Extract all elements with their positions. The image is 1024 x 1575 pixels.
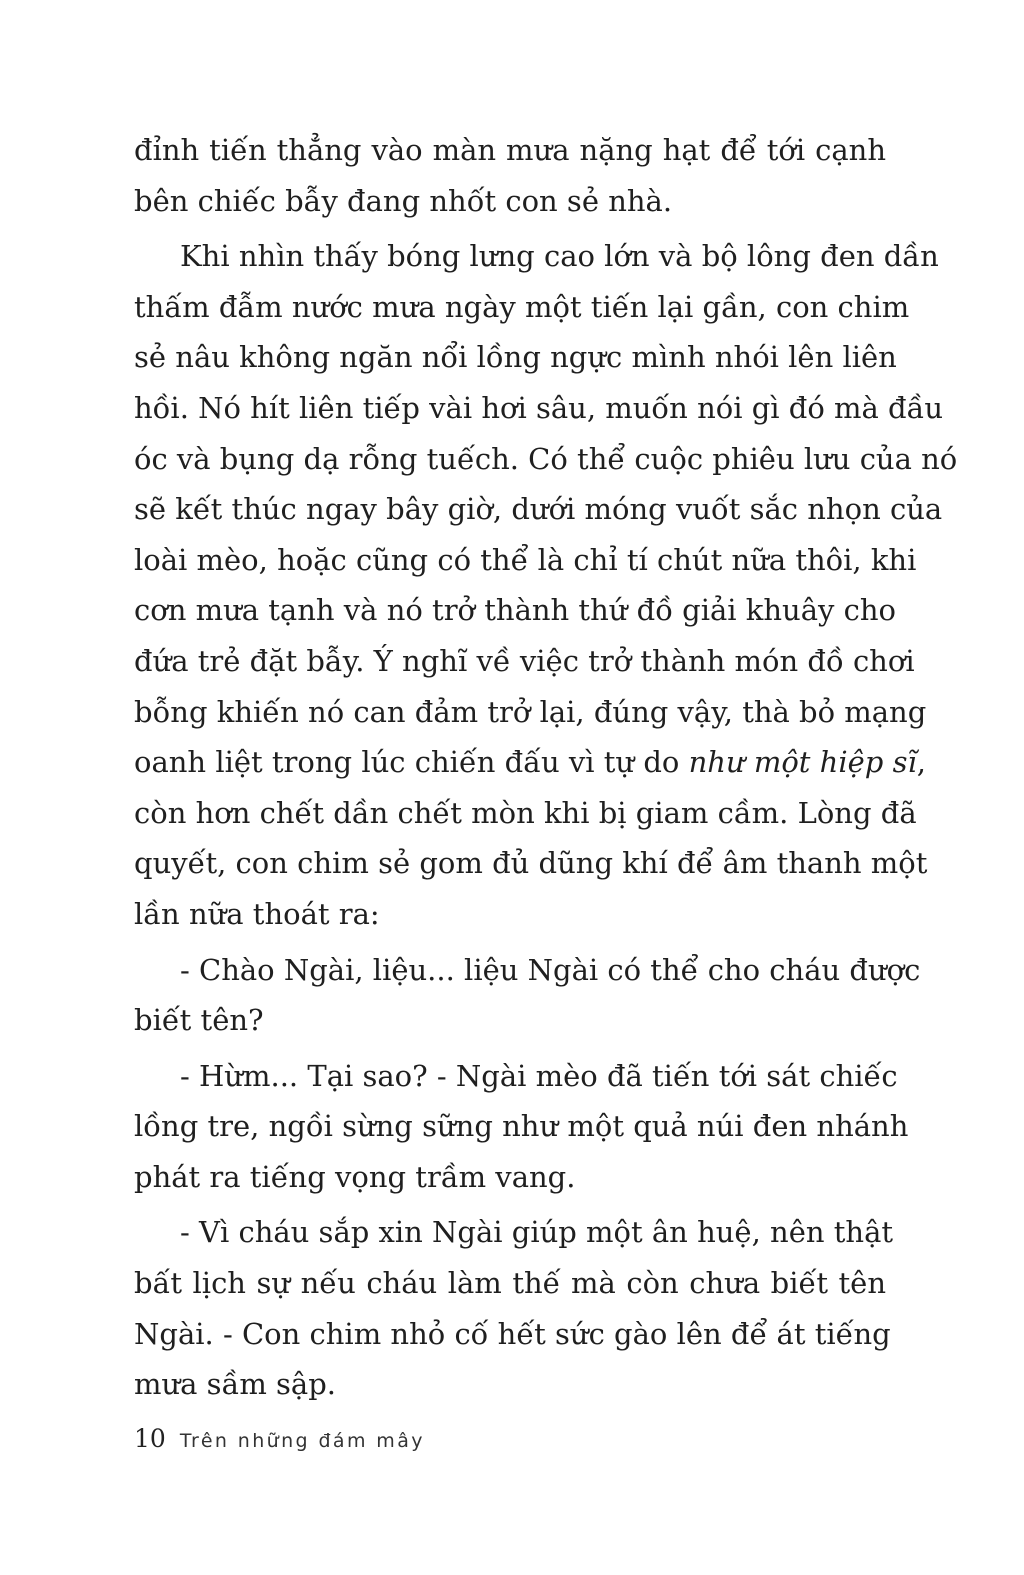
paragraph-5: [134, 1207, 894, 1409]
paragraph-3: [134, 945, 921, 1046]
text-line: loài mèo, hoặc cũng có thể là chỉ tí chút nữa thôi, khi: [134, 542, 917, 577]
text-line: - Hừm... Tại sao? - Ngài mèo đã tiến tới sát chiếc: [180, 1058, 898, 1093]
text-line: - Chào Ngài, liệu... liệu Ngài có thể cho cháu được: [180, 952, 921, 987]
text-line: bất lịch sự nếu cháu làm thế mà còn chưa biết tên: [134, 1266, 886, 1301]
text-line: mưa sầm sập.: [134, 1367, 337, 1402]
text-line: Khi nhìn thấy bóng lưng cao lớn và bộ lông đen dần: [180, 239, 939, 274]
text-line: đỉnh tiến thẳng vào màn mưa nặng hạt để tới cạnh: [134, 133, 886, 167]
text-line: thấm đẫm nước mưa ngày một tiến lại gần, con chim: [134, 289, 910, 324]
text-line: phát ra tiếng vọng trầm vang.: [134, 1159, 576, 1194]
page-number: 10: [134, 1424, 166, 1453]
text-line: cơn mưa tạnh và nó trở thành thứ đồ giải khuây cho: [134, 593, 897, 628]
text-line: lồng tre, ngồi sừng sững như một quả núi đen nhánh: [134, 1109, 909, 1144]
paragraph-2: [134, 231, 958, 939]
text-line: lần nữa thoát ra:: [134, 896, 380, 931]
text-line: hồi. Nó hít liên tiếp vài hơi sâu, muốn nói gì đó mà đầu: [134, 390, 944, 425]
text-segment: oanh liệt trong lúc chiến đấu vì tự do: [134, 745, 689, 780]
text-line: - Vì cháu sắp xin Ngài giúp một ân huệ, nên thật: [180, 1215, 894, 1250]
text-line: sẽ kết thúc ngay bây giờ, dưới móng vuốt sắc nhọn của: [134, 492, 943, 527]
text-line: sẻ nâu không ngăn nổi lồng ngực mình nhói lên liên: [134, 340, 897, 375]
running-title: Trên những đám mây: [179, 1430, 425, 1452]
text-line-with-italic: [134, 737, 926, 788]
body-text: [134, 125, 958, 1410]
text-line: óc và bụng dạ rỗng tuếch. Có thể cuộc phiêu lưu của nó: [134, 441, 958, 476]
text-line: còn hơn chết dần chết mòn khi bị giam cầm. Lòng đã: [134, 795, 917, 830]
text-segment: ,: [916, 745, 926, 780]
paragraph-4: [134, 1051, 909, 1203]
italic-phrase: như một hiệp sĩ: [688, 745, 917, 780]
text-line: biết tên?: [134, 1003, 264, 1038]
page-footer: [134, 1424, 425, 1460]
text-line: bỗng khiến nó can đảm trở lại, đúng vậy, thà bỏ mạng: [134, 694, 927, 729]
text-line: quyết, con chim sẻ gom đủ dũng khí để âm thanh một: [134, 846, 928, 881]
text-line: bên chiếc bẫy đang nhốt con sẻ nhà.: [134, 183, 673, 218]
text-line: đứa trẻ đặt bẫy. Ý nghĩ về việc trở thành món đồ chơi: [134, 643, 915, 678]
text-line: Ngài. - Con chim nhỏ cố hết sức gào lên để át tiếng: [134, 1316, 891, 1351]
paragraph-1: [134, 125, 886, 226]
